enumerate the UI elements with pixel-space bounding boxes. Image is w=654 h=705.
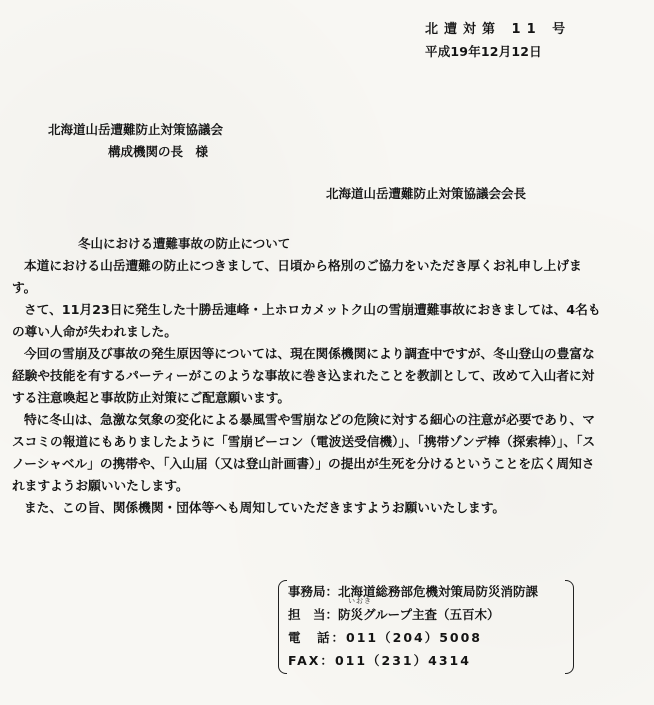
paragraph-5: また、この旨、関係機関・団体等へも周知していただきますようお願いいたします。 [24, 500, 506, 515]
phone-label: 電 話 [288, 630, 332, 645]
body-text [12, 255, 606, 519]
contact-phone: 電 話：011（204）5008 [288, 630, 483, 645]
contact-block [278, 580, 574, 672]
contact-person: 担 当： いおき 防災グループ主査（五百木） [288, 597, 500, 622]
paragraph-1: 本道における山岳遭難の防止につきまして、日頃から格別のご協力をいただき厚くお礼申し上げます。 [12, 258, 582, 295]
office-label: 事務局 [288, 584, 326, 599]
person-value: 防災グループ主査（五百木） [338, 607, 500, 622]
document-date: 平成19年12月12日 [425, 44, 542, 59]
contact-office: 事務局：北海道総務部危機対策局防災消防課 [288, 584, 539, 599]
paragraph-3: 今回の雪崩及び事故の発生原因等については、現在関係機関により調査中ですが、冬山登山の豊富な経験や技能を有するパーティーがこのような事故に巻き込まれたことを教訓として、改めて入山者に対する注意喚起と事故防止対策にご配意願います。 [12, 346, 595, 405]
person-name [338, 597, 500, 623]
bracket-right [565, 580, 574, 674]
contact-fax: FAX：011（231）4314 [288, 653, 471, 668]
office-value: 北海道総務部危機対策局防災消防課 [338, 584, 539, 599]
person-ruby: いおき [348, 597, 373, 605]
paragraph-2: さて、11月23日に発生した十勝岳連峰・上ホロカメットク山の雪崩遭難事故におきましては、4名もの尊い人命が失われました。 [12, 302, 601, 339]
document-number: 北遭対第 11 号 [425, 22, 572, 37]
paragraph-4: 特に冬山は、急激な気象の変化による暴風雪や雪崩などの危険に対する細心の注意が必要であり、マスコミの報道にもありましたように「雪崩ビーコン（電波送受信機）」、「携帯ゾンデ棒（探索棒）」、「スノーシャベル」の携帯や、「入山届（又は登山計画書）」の提出が生死を分けるということを広く周知されますようお願いいたします。 [12, 412, 596, 493]
addressee-organization: 北海道山岳遭難防止対策協議会 [48, 122, 224, 137]
fax-label: FAX [288, 653, 321, 668]
subject-line: 冬山における遭難事故の防止について [78, 236, 291, 251]
sender: 北海道山岳遭難防止対策協議会会長 [326, 186, 527, 201]
addressee-title: 構成機関の長 様 [108, 144, 209, 159]
fax-value: 011（231）4314 [334, 653, 471, 668]
phone-value: 011（204）5008 [346, 630, 483, 645]
person-label: 担 当 [288, 607, 326, 622]
bracket-left [278, 580, 287, 674]
